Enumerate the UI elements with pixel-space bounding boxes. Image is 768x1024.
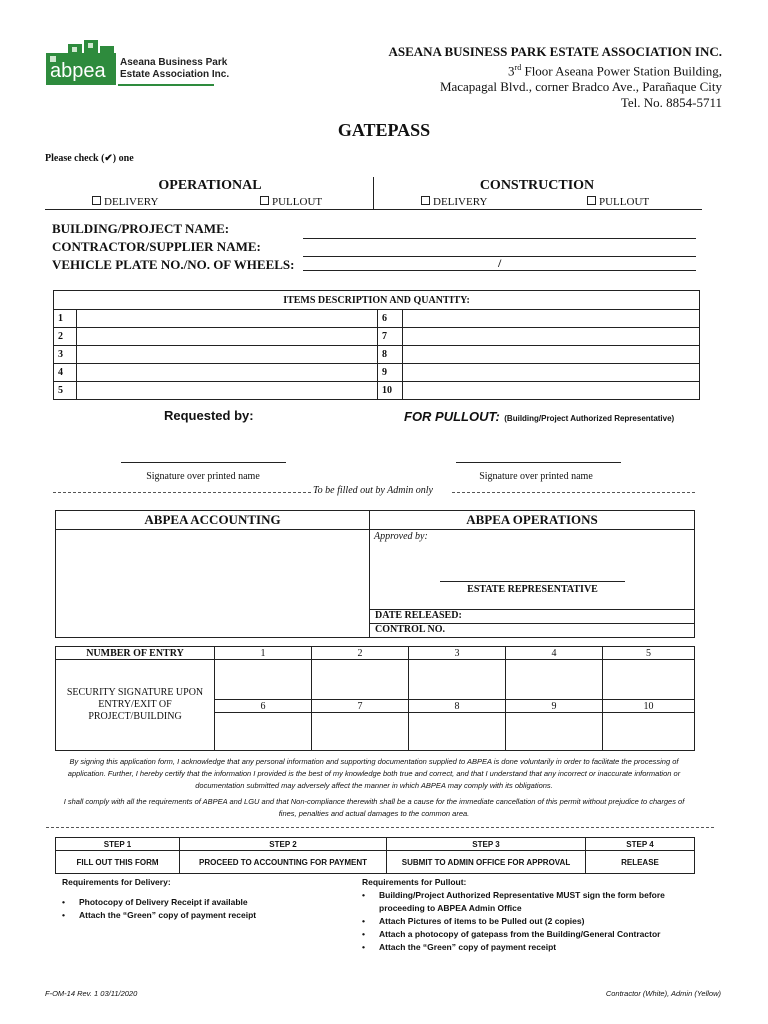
control-no-label: CONTROL NO. xyxy=(375,624,446,635)
org-address-1: 3rd Floor Aseana Power Station Building, xyxy=(508,63,722,79)
item-cell[interactable] xyxy=(403,310,700,328)
accounting-heading: ABPEA ACCOUNTING xyxy=(144,512,281,527)
construction-delivery-option[interactable]: DELIVERY xyxy=(421,196,487,208)
items-header: ITEMS DESCRIPTION AND QUANTITY: xyxy=(54,291,700,310)
entry-signature-cell[interactable] xyxy=(409,660,506,700)
item-cell[interactable] xyxy=(403,346,700,364)
checkbox-icon[interactable] xyxy=(260,196,269,205)
items-table xyxy=(53,290,700,400)
org-address-2: Macapagal Blvd., corner Bradco Ave., Parañaque City xyxy=(439,79,722,95)
item-cell[interactable] xyxy=(77,346,378,364)
table-row: 1 6 xyxy=(54,310,700,328)
check-note: Please check (✔) one xyxy=(45,153,134,164)
item-cell[interactable] xyxy=(77,364,378,382)
operational-pullout-option[interactable]: PULLOUT xyxy=(260,196,322,208)
list-item: • Photocopy of Delivery Receipt if available xyxy=(62,897,248,907)
requester-signature-line[interactable] xyxy=(121,462,286,463)
item-cell[interactable] xyxy=(77,310,378,328)
item-cell[interactable] xyxy=(403,328,700,346)
entry-table: NUMBER OF ENTRY 1 2 3 4 5 SECURITY SIGNATURE UPON ENTRY/EXIT OF PROJECT/BUILDING 6 7 8 9 10 xyxy=(55,646,695,751)
date-released-label: DATE RELEASED: xyxy=(375,610,462,621)
checkbox-icon[interactable] xyxy=(587,196,596,205)
logo-text: abpea xyxy=(50,60,106,82)
entry-label: NUMBER OF ENTRY xyxy=(56,647,215,660)
list-item: • Attach Pictures of items to be Pulled out (2 copies) xyxy=(362,916,585,926)
entry-signature-cell[interactable] xyxy=(312,660,409,700)
pullout-requirements-list xyxy=(362,889,692,954)
estate-rep-line[interactable] xyxy=(440,581,625,582)
building-field[interactable] xyxy=(303,224,696,239)
table-row: 4 9 xyxy=(54,364,700,382)
table-row xyxy=(56,660,695,700)
building-label: BUILDING/PROJECT NAME: xyxy=(52,221,230,236)
operational-heading: OPERATIONAL xyxy=(158,178,262,193)
entry-signature-cell[interactable] xyxy=(506,660,603,700)
table-row: 2 7 xyxy=(54,328,700,346)
delivery-requirements-title: Requirements for Delivery: xyxy=(62,877,171,887)
entry-signature-cell[interactable] xyxy=(603,713,695,751)
admin-divider-right xyxy=(452,492,695,493)
requester-signature-label: Signature over printed name xyxy=(146,471,260,482)
vehicle-label: VEHICLE PLATE NO./NO. OF WHEELS: xyxy=(52,257,295,272)
step-header: STEP 1 xyxy=(56,838,180,851)
table-row: 6 7 8 9 10 xyxy=(56,700,695,713)
entry-signature-cell[interactable] xyxy=(215,660,312,700)
step-header: STEP 3 xyxy=(387,838,586,851)
for-pullout-label: FOR PULLOUT: (Building/Project Authorized Representative) xyxy=(404,409,675,424)
org-tel: Tel. No. 8854-5711 xyxy=(620,95,722,111)
page-title: GATEPASS xyxy=(337,120,431,140)
entry-signature-cell[interactable] xyxy=(603,660,695,700)
entry-signature-cell[interactable] xyxy=(506,713,603,751)
org-header xyxy=(302,44,722,111)
entry-signature-cell[interactable] xyxy=(312,713,409,751)
list-item: • Attach the “Green” copy of payment receipt xyxy=(362,942,557,952)
list-item: • Attach the “Green” copy of payment receipt xyxy=(62,910,257,920)
step-header: STEP 4 xyxy=(586,838,695,851)
operations-heading: ABPEA OPERATIONS xyxy=(466,512,598,527)
step-header: STEP 2 xyxy=(180,838,387,851)
steps-table xyxy=(55,837,695,874)
logo-subtitle-1: Aseana Business Park xyxy=(120,57,228,68)
table-row: 5 10 xyxy=(54,382,700,400)
org-name: ASEANA BUSINESS PARK ESTATE ASSOCIATION INC. xyxy=(388,44,722,59)
step-action: RELEASE xyxy=(586,851,695,874)
vehicle-separator: / xyxy=(498,256,502,270)
item-cell[interactable] xyxy=(77,328,378,346)
contractor-label: CONTRACTOR/SUPPLIER NAME: xyxy=(52,239,261,254)
operational-delivery-option[interactable]: DELIVERY xyxy=(92,196,158,208)
step-action: FILL OUT THIS FORM xyxy=(56,851,180,874)
approved-by-label: Approved by: xyxy=(374,531,428,542)
estate-rep-label: ESTATE REPRESENTATIVE xyxy=(467,584,598,595)
checkbox-icon[interactable] xyxy=(92,196,101,205)
steps-divider xyxy=(46,827,714,828)
form-number: F-OM-14 Rev. 1 03/11/2020 xyxy=(45,989,138,998)
field-labels xyxy=(52,220,294,274)
item-cell[interactable] xyxy=(403,382,700,400)
pullout-signature-line[interactable] xyxy=(456,462,621,463)
vehicle-field[interactable] xyxy=(303,256,696,271)
logo-subtitle-2: Estate Association Inc. xyxy=(120,69,230,80)
category-underline xyxy=(45,209,702,210)
checkbox-icon[interactable] xyxy=(421,196,430,205)
step-action: PROCEED TO ACCOUNTING FOR PAYMENT xyxy=(180,851,387,874)
entry-signature-cell[interactable] xyxy=(215,713,312,751)
entry-signature-cell[interactable] xyxy=(409,713,506,751)
pullout-signature-label: Signature over printed name xyxy=(479,471,593,482)
admin-box xyxy=(55,510,695,638)
list-item: • Building/Project Authorized Representative MUST sign the form before proceeding to ABPEA Admin Office xyxy=(362,890,665,913)
table-row: 3 8 xyxy=(54,346,700,364)
step-action: SUBMIT TO ADMIN OFFICE FOR APPROVAL xyxy=(387,851,586,874)
disclaimer-text-2: I shall comply with all the requirements of ABPEA and LGU and that Non-compliance therewith shall be a cause for the immediate cancellation of this permit without prejudice to charges of fines, penalties and actual damages to the common area. xyxy=(63,797,685,818)
construction-heading: CONSTRUCTION xyxy=(479,178,595,193)
item-cell[interactable] xyxy=(403,364,700,382)
pullout-requirements-title: Requirements for Pullout: xyxy=(362,877,467,887)
security-label: SECURITY SIGNATURE UPON ENTRY/EXIT OF PROJECT/BUILDING xyxy=(56,660,215,751)
admin-divider-left xyxy=(53,492,311,493)
list-item: • Attach a photocopy of gatepass from the Building/General Contractor xyxy=(362,929,661,939)
logo xyxy=(44,38,230,88)
construction-pullout-option[interactable]: PULLOUT xyxy=(587,196,649,208)
item-cell[interactable] xyxy=(77,382,378,400)
disclaimer-text-1: By signing this application form, I acknowledge that any personal information and supporting documentation supplied to ABPEA is done voluntarily in order to facilitate the processing of application. Further, I hereby certify that the information I provided is the best of my knowledge both true and correct, and that I understand that any incorrect or inaccurate information or documentation submitted may adversely affect the manner in which ABPEA may comply with its obligations. xyxy=(67,757,681,790)
admin-divider-text: To be filled out by Admin only xyxy=(313,485,433,496)
category-divider xyxy=(373,177,374,210)
copy-distribution: Contractor (White), Admin (Yellow) xyxy=(605,989,721,998)
delivery-requirements-list xyxy=(62,896,322,922)
contractor-field[interactable] xyxy=(303,242,696,257)
requested-by-label: Requested by: xyxy=(164,408,254,423)
